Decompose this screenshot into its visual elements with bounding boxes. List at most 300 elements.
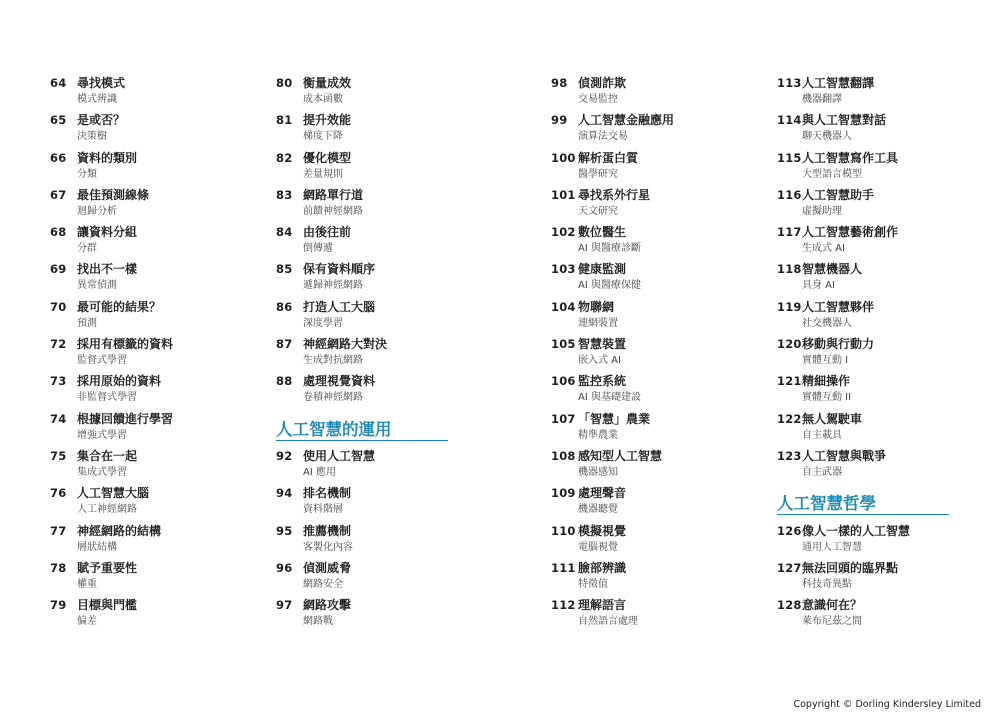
toc-entry-row <box>276 596 476 615</box>
section-heading <box>276 410 476 447</box>
toc-entry <box>276 522 476 559</box>
toc-entry-row <box>551 484 751 503</box>
page-number: 80 <box>276 76 293 90</box>
toc-entry <box>777 335 977 372</box>
entry-title: 保有資料順序 <box>303 262 376 277</box>
section-divider <box>276 440 448 441</box>
page-number: 112 <box>551 598 576 613</box>
toc-entry <box>777 149 977 186</box>
toc-entry-row <box>50 260 250 279</box>
toc-entry-row <box>551 522 751 541</box>
toc-entry-row <box>276 260 476 279</box>
toc-entry <box>777 74 977 111</box>
entry-title: 模擬視覺 <box>578 523 627 538</box>
entry-title: 採用原始的資料 <box>77 374 162 389</box>
toc-entry-row <box>276 447 476 466</box>
toc-entry <box>276 298 476 335</box>
toc-entry <box>777 559 977 596</box>
entry-subtitle: 迴歸分析 <box>77 205 117 217</box>
toc-entry-row <box>551 260 751 279</box>
entry-title: 人工智慧與戰爭 <box>802 448 887 463</box>
toc-entry <box>50 335 250 372</box>
entry-title: 尋找模式 <box>77 76 126 90</box>
entry-subtitle: 連網裝置 <box>578 317 618 329</box>
entry-title: 人工智慧金融應用 <box>578 113 675 128</box>
entry-subtitle: 機器聽覺 <box>578 504 618 516</box>
toc-entry-row <box>551 298 751 317</box>
toc-entry <box>276 596 476 633</box>
entry-subtitle: 自主武器 <box>802 466 842 478</box>
entry-subtitle: 大型語言模型 <box>802 168 862 180</box>
entry-title: 網路單行道 <box>303 187 364 202</box>
page-number: 77 <box>50 523 67 538</box>
entry-subtitle: AI 與基礎建設 <box>578 392 641 404</box>
toc-entry <box>551 111 751 148</box>
toc-entry-row <box>777 149 977 168</box>
toc-entry <box>777 522 977 559</box>
entry-title: 賦予重要性 <box>77 560 138 575</box>
toc-entry <box>50 298 250 335</box>
toc-entry-row <box>777 111 977 130</box>
toc-entry-row <box>276 111 476 130</box>
toc-entry-row <box>551 74 751 93</box>
toc-entry <box>276 372 476 409</box>
entry-title: 無法回頭的臨界點 <box>802 560 899 575</box>
toc-entry <box>50 522 250 559</box>
entry-title: 最可能的結果？ <box>77 299 162 314</box>
toc-entry <box>551 559 751 596</box>
toc-entry <box>276 559 476 596</box>
toc-entry-row <box>777 372 977 391</box>
entry-subtitle: 成本函數 <box>303 94 343 105</box>
toc-entry-row <box>551 410 751 429</box>
entry-title: 集合在一起 <box>77 448 138 463</box>
entry-subtitle: 電腦視覺 <box>578 541 618 553</box>
entry-title: 提升效能 <box>303 113 352 128</box>
toc-entry <box>551 149 751 186</box>
toc-entry-row <box>276 484 476 503</box>
entry-subtitle: 醫學研究 <box>578 168 618 180</box>
toc-entry-row <box>551 149 751 168</box>
page-number: 85 <box>276 262 293 277</box>
toc-entry <box>50 111 250 148</box>
toc-entry-row <box>276 186 476 205</box>
toc-entry <box>50 447 250 484</box>
entry-title: 讓資料分組 <box>77 225 138 240</box>
toc-entry-row <box>777 596 977 615</box>
entry-subtitle: 卷積神經網路 <box>303 392 363 404</box>
entry-subtitle: 遞歸神經網路 <box>303 280 363 292</box>
page-number: 119 <box>777 299 802 314</box>
entry-subtitle: 實體互動 II <box>802 392 852 404</box>
toc-entry <box>777 186 977 223</box>
entry-title: 無人駕駛車 <box>802 411 863 426</box>
page-number: 106 <box>551 374 576 389</box>
page-number: 115 <box>777 150 802 165</box>
entry-title: 人工智慧夥伴 <box>802 299 875 314</box>
entry-title: 使用人工智慧 <box>303 448 376 463</box>
toc-entry-row <box>276 74 476 93</box>
entry-subtitle: 自主載具 <box>802 429 842 441</box>
page-number: 123 <box>777 448 802 463</box>
page-number: 100 <box>551 150 576 165</box>
page-number: 118 <box>777 262 802 277</box>
toc-entry-row <box>276 298 476 317</box>
entry-title: 監控系統 <box>578 374 627 389</box>
toc-entry-row <box>50 372 250 391</box>
entry-title: 解析蛋白質 <box>578 150 639 165</box>
page-number: 69 <box>50 262 67 277</box>
toc-entry <box>50 223 250 260</box>
entry-subtitle: 演算法交易 <box>578 131 628 143</box>
entry-subtitle: 機器感知 <box>578 466 618 478</box>
page-number: 103 <box>551 262 576 277</box>
entry-title: 由後往前 <box>303 225 352 240</box>
page-number: 84 <box>276 225 293 240</box>
page-number: 66 <box>50 150 67 165</box>
section-heading <box>777 484 977 521</box>
toc-entry-row <box>777 447 977 466</box>
entry-title: 排名機制 <box>303 486 352 501</box>
entry-title: 感知型人工智慧 <box>578 448 663 463</box>
entry-title: 打造人工大腦 <box>303 299 376 314</box>
entry-subtitle: 層狀結構 <box>77 541 117 553</box>
entry-subtitle: AI 應用 <box>303 466 336 478</box>
toc-entry-row <box>50 596 250 615</box>
toc-entry <box>50 74 250 111</box>
toc-entry <box>777 410 977 447</box>
entry-subtitle: 萊布尼茲之間 <box>802 616 862 628</box>
entry-subtitle: 倒傳遞 <box>303 243 333 255</box>
entry-title: 最佳預測線條 <box>77 187 150 202</box>
entry-title: 人工智慧大腦 <box>77 486 150 501</box>
page-number: 65 <box>50 113 67 128</box>
page-number: 126 <box>777 523 802 538</box>
entry-title: 神經網路大對決 <box>303 337 388 352</box>
entry-subtitle: 前饋神經網路 <box>303 205 363 217</box>
entry-title: 理解語言 <box>578 598 627 613</box>
toc-entry <box>276 111 476 148</box>
page-number: 121 <box>777 374 802 389</box>
toc-entry-row <box>777 223 977 242</box>
entry-subtitle: 嵌入式 AI <box>578 355 621 367</box>
toc-entry-row <box>50 186 250 205</box>
entry-title: 健康監測 <box>578 262 627 277</box>
toc-entry <box>551 484 751 521</box>
toc-entry-row <box>50 111 250 130</box>
page-number: 117 <box>777 225 802 240</box>
entry-title: 偵測威脅 <box>303 560 352 575</box>
entry-title: 移動與行動力 <box>802 337 875 352</box>
entry-subtitle: 聊天機器人 <box>802 131 852 143</box>
toc-entry-row <box>276 522 476 541</box>
toc-entry <box>50 149 250 186</box>
toc-entry <box>50 596 250 633</box>
entry-title: 神經網路的結構 <box>77 523 162 538</box>
toc-entry-row <box>50 559 250 578</box>
toc-entry-row <box>777 186 977 205</box>
section-title: 人工智慧的運用 <box>276 419 392 439</box>
page-number: 101 <box>551 187 576 202</box>
toc-entry <box>276 260 476 297</box>
toc-column-4 <box>777 74 977 633</box>
entry-title: 網路攻擊 <box>303 598 352 613</box>
entry-subtitle: 自然語言處理 <box>578 616 638 628</box>
entry-title: 人工智慧助手 <box>802 187 875 202</box>
page-number: 92 <box>276 448 293 463</box>
entry-subtitle: 社交機器人 <box>802 317 852 329</box>
toc-entry <box>276 149 476 186</box>
page-number: 105 <box>551 337 576 352</box>
toc-entry <box>777 223 977 260</box>
page-number: 99 <box>551 113 568 128</box>
entry-subtitle: 特徵值 <box>578 578 608 590</box>
entry-subtitle: 深度學習 <box>303 317 343 329</box>
toc-entry-row <box>551 372 751 391</box>
entry-subtitle: 實體互動 I <box>802 355 849 367</box>
page-number: 127 <box>777 560 802 575</box>
entry-subtitle: 差量規則 <box>303 168 343 180</box>
entry-subtitle: 通用人工智慧 <box>802 541 862 553</box>
entry-title: 智慧機器人 <box>802 262 863 277</box>
entry-title: 人工智慧翻譯 <box>802 76 875 90</box>
toc-column-3 <box>551 74 751 633</box>
page-number: 94 <box>276 486 293 501</box>
entry-subtitle: 監督式學習 <box>77 355 127 367</box>
toc-entry <box>551 596 751 633</box>
entry-subtitle: 非監督式學習 <box>77 392 137 404</box>
toc-entry-row <box>551 447 751 466</box>
toc-entry-row <box>50 335 250 354</box>
toc-entry-row <box>50 149 250 168</box>
toc-entry-row <box>551 335 751 354</box>
toc-entry <box>551 223 751 260</box>
toc-entry <box>276 484 476 521</box>
page-number: 109 <box>551 486 576 501</box>
toc-entry <box>551 372 751 409</box>
page-number: 87 <box>276 337 293 352</box>
entry-title: 尋找系外行星 <box>578 187 651 202</box>
toc-entry <box>276 186 476 223</box>
toc-entry <box>276 74 476 111</box>
entry-subtitle: 集成式學習 <box>77 466 127 478</box>
page-number: 97 <box>276 598 293 613</box>
page-number: 98 <box>551 76 568 90</box>
toc-entry <box>551 335 751 372</box>
entry-title: 意識何在？ <box>802 598 863 613</box>
entry-subtitle: 人工神經網路 <box>77 504 137 516</box>
entry-title: 智慧裝置 <box>578 337 627 352</box>
toc-entry <box>276 335 476 372</box>
toc-entry <box>276 223 476 260</box>
entry-title: 「智慧」農業 <box>578 411 651 426</box>
entry-subtitle: 客製化內容 <box>303 541 353 553</box>
entry-subtitle: 具身 AI <box>802 280 835 292</box>
toc-entry <box>551 522 751 559</box>
toc-entry-row <box>777 335 977 354</box>
toc-entry <box>551 260 751 297</box>
toc-entry-row <box>50 74 250 93</box>
entry-title: 衡量成效 <box>303 76 352 90</box>
toc-entry <box>777 372 977 409</box>
entry-title: 與人工智慧對話 <box>802 113 887 128</box>
page-number: 95 <box>276 523 293 538</box>
toc-entry-row <box>50 410 250 429</box>
entry-subtitle: 異常偵測 <box>77 280 117 292</box>
toc-entry-row <box>50 223 250 242</box>
toc-entry <box>50 410 250 447</box>
section-title: 人工智慧哲學 <box>777 494 876 514</box>
entry-title: 數位醫生 <box>578 225 627 240</box>
entry-subtitle: 決策樹 <box>77 131 107 143</box>
entry-title: 目標與門檻 <box>77 598 138 613</box>
entry-subtitle: AI 與醫療診斷 <box>578 243 641 255</box>
toc-entry <box>551 447 751 484</box>
entry-subtitle: 生成式 AI <box>802 243 845 255</box>
toc-entry-row <box>50 522 250 541</box>
entry-subtitle: 生成對抗網路 <box>303 355 363 367</box>
toc-entry <box>276 447 476 484</box>
entry-subtitle: 梯度下降 <box>303 131 343 143</box>
toc-column-2 <box>276 74 476 633</box>
toc-entry-row <box>276 149 476 168</box>
page-number: 72 <box>50 337 67 352</box>
page-number: 116 <box>777 187 802 202</box>
page-number: 79 <box>50 598 67 613</box>
toc-column-1 <box>50 74 250 633</box>
toc-entry-row <box>276 372 476 391</box>
page-number: 102 <box>551 225 576 240</box>
toc-entry-row <box>551 559 751 578</box>
entry-title: 臉部辨識 <box>578 560 627 575</box>
page-number: 75 <box>50 448 67 463</box>
toc-entry <box>777 596 977 633</box>
entry-subtitle: 分類 <box>77 168 97 180</box>
toc-entry-row <box>551 596 751 615</box>
entry-subtitle: 精準農業 <box>578 429 618 441</box>
toc-entry <box>50 559 250 596</box>
page-number: 104 <box>551 299 576 314</box>
page-number: 110 <box>551 523 576 538</box>
entry-title: 物聯網 <box>578 299 615 314</box>
entry-title: 像人一樣的人工智慧 <box>802 523 911 538</box>
entry-title: 人工智慧藝術創作 <box>802 225 899 240</box>
toc-entry-row <box>551 111 751 130</box>
page-number: 73 <box>50 374 67 389</box>
entry-title: 資料的類別 <box>77 150 138 165</box>
entry-title: 根據回饋進行學習 <box>77 411 174 426</box>
page-number: 67 <box>50 187 67 202</box>
toc-entry <box>777 111 977 148</box>
toc-entry-row <box>777 522 977 541</box>
page-number: 64 <box>50 76 67 90</box>
entry-subtitle: 預測 <box>77 317 97 329</box>
page-number: 82 <box>276 150 293 165</box>
entry-subtitle: 天文研究 <box>578 205 618 217</box>
page-number: 78 <box>50 560 67 575</box>
entry-subtitle: 機器翻譯 <box>802 94 842 105</box>
toc-entry <box>551 186 751 223</box>
entry-subtitle: 模式辨識 <box>77 94 117 105</box>
entry-title: 是或否？ <box>77 113 126 128</box>
page-number: 107 <box>551 411 576 426</box>
toc-entry <box>777 260 977 297</box>
entry-title: 推薦機制 <box>303 523 352 538</box>
page-number: 114 <box>777 113 802 128</box>
entry-title: 採用有標籤的資料 <box>77 337 174 352</box>
entry-subtitle: 增強式學習 <box>77 429 127 441</box>
toc-entry <box>50 186 250 223</box>
page-number: 70 <box>50 299 67 314</box>
page-number: 120 <box>777 337 802 352</box>
entry-title: 處理視覺資料 <box>303 374 376 389</box>
section-divider <box>777 514 949 515</box>
toc-entry <box>50 372 250 409</box>
entry-subtitle: 虛擬助理 <box>802 205 842 217</box>
entry-subtitle: 科技奇異點 <box>802 578 852 590</box>
toc-entry <box>777 447 977 484</box>
toc-entry-row <box>777 298 977 317</box>
entry-title: 人工智慧寫作工具 <box>802 150 899 165</box>
toc-entry <box>551 410 751 447</box>
toc-entry <box>50 484 250 521</box>
page-number: 76 <box>50 486 67 501</box>
page-number: 128 <box>777 598 802 613</box>
toc-entry-row <box>50 298 250 317</box>
page-number: 113 <box>777 76 802 90</box>
page-number: 74 <box>50 411 67 426</box>
page-number: 68 <box>50 225 67 240</box>
toc-entry-row <box>777 260 977 279</box>
toc-entry <box>777 298 977 335</box>
page-number: 88 <box>276 374 293 389</box>
entry-title: 精細操作 <box>802 374 851 389</box>
entry-subtitle: 分群 <box>77 243 97 255</box>
entry-title: 找出不一樣 <box>77 262 138 277</box>
page-number: 81 <box>276 113 293 128</box>
entry-title: 偵測詐欺 <box>578 76 627 90</box>
entry-subtitle: 資料階層 <box>303 504 343 516</box>
toc-entry-row <box>50 447 250 466</box>
entry-subtitle: 偏差 <box>77 616 97 628</box>
toc-entry-row <box>276 559 476 578</box>
entry-subtitle: 交易監控 <box>578 94 618 105</box>
entry-subtitle: AI 與醫療保健 <box>578 280 641 292</box>
toc-entry <box>551 298 751 335</box>
entry-subtitle: 權重 <box>77 578 97 590</box>
entry-title: 優化模型 <box>303 150 352 165</box>
toc-entry-row <box>276 335 476 354</box>
toc-entry-row <box>777 559 977 578</box>
page-number: 108 <box>551 448 576 463</box>
page-number: 96 <box>276 560 293 575</box>
page-number: 83 <box>276 187 293 202</box>
toc-entry-row <box>50 484 250 503</box>
copyright-notice: Copyright © Dorling Kindersley Limited <box>793 699 981 710</box>
toc-entry <box>50 260 250 297</box>
page-number: 111 <box>551 560 576 575</box>
toc-entry-row <box>777 410 977 429</box>
toc-entry-row <box>551 223 751 242</box>
entry-title: 處理聲音 <box>578 486 627 501</box>
toc-entry-row <box>551 186 751 205</box>
entry-subtitle: 網路安全 <box>303 578 343 590</box>
page-number: 86 <box>276 299 293 314</box>
toc-entry-row <box>276 223 476 242</box>
page-number: 122 <box>777 411 802 426</box>
toc-entry-row <box>777 74 977 93</box>
entry-subtitle: 網路戰 <box>303 616 333 628</box>
